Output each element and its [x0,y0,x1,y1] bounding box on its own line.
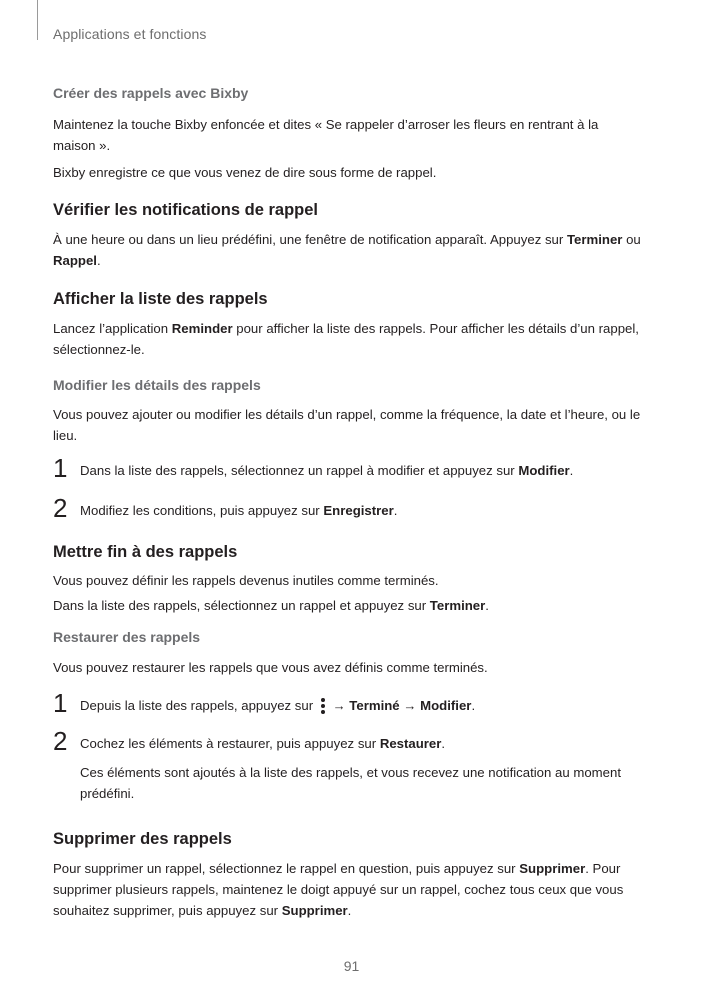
paragraph: À une heure ou dans un lieu prédéfini, une fenêtre de notification apparaît. Appuyez sur Terminer ou Rappel. [53,232,641,268]
paragraph: Lancez l’application Reminder pour afficher la liste des rappels. Pour afficher les détails d’un rappel, sélectionnez-le. [53,321,639,357]
step-text: Cochez les éléments à restaurer, puis appuyez sur Restaurer. [80,736,446,751]
page-header: Applications et fonctions [53,26,207,42]
paragraph: Dans la liste des rappels, sélectionnez un rappel et appuyez sur Terminer. [53,598,489,613]
step-text: Dans la liste des rappels, sélectionnez un rappel à modifier et appuyez sur Modifier. [80,463,574,478]
page-number: 91 [343,958,360,974]
paragraph: Maintenez la touche Bixby enfoncée et dites « Se rappeler d’arroser les fleurs en rentrant à la maison ». [53,117,599,153]
step-item [53,453,653,483]
step-item [53,493,653,523]
section-title-delete: Supprimer des rappels [53,830,232,848]
section-title-modify: Modifier les détails des rappels [53,377,261,393]
step-number: 1 [53,453,68,483]
section-title-restore: Restaurer des rappels [53,629,201,645]
step-number: 2 [53,493,68,523]
step-text: Modifiez les conditions, puis appuyez sur Enregistrer. [80,503,398,518]
paragraph: Pour supprimer un rappel, sélectionnez le rappel en question, puis appuyez sur Supprimer. Pour supprimer plusieurs rappels, maintenez le doigt appuyé sur un rappel, cochez tous ceux que vous souhaitez supprimer, puis appuyez sur Supprimer. [53,861,624,918]
section-title-bixby: Créer des rappels avec Bixby [53,85,249,101]
step-note: Ces éléments sont ajoutés à la liste des rappels, et vous recevez une notification au moment prédéfini. [80,765,621,801]
step-number: 2 [53,726,68,756]
paragraph: Vous pouvez ajouter ou modifier les détails d’un rappel, comme la fréquence, la date et l’heure, ou le lieu. [53,407,641,443]
section-title-end: Mettre fin à des rappels [53,543,238,561]
section-title-list: Afficher la liste des rappels [53,290,268,308]
header-rule [37,0,38,40]
step-number: 1 [53,688,68,718]
paragraph: Bixby enregistre ce que vous venez de dire sous forme de rappel. [53,165,437,180]
step-text: Depuis la liste des rappels, appuyez sur → Terminé → Modifier. [80,698,476,713]
paragraph: Vous pouvez restaurer les rappels que vous avez définis comme terminés. [53,660,488,675]
section-title-notifications: Vérifier les notifications de rappel [53,201,318,219]
step-item [53,688,653,718]
paragraph: Vous pouvez définir les rappels devenus inutiles comme terminés. [53,573,439,588]
step-item [53,726,653,804]
page-content [53,84,653,921]
more-options-icon [319,698,327,714]
